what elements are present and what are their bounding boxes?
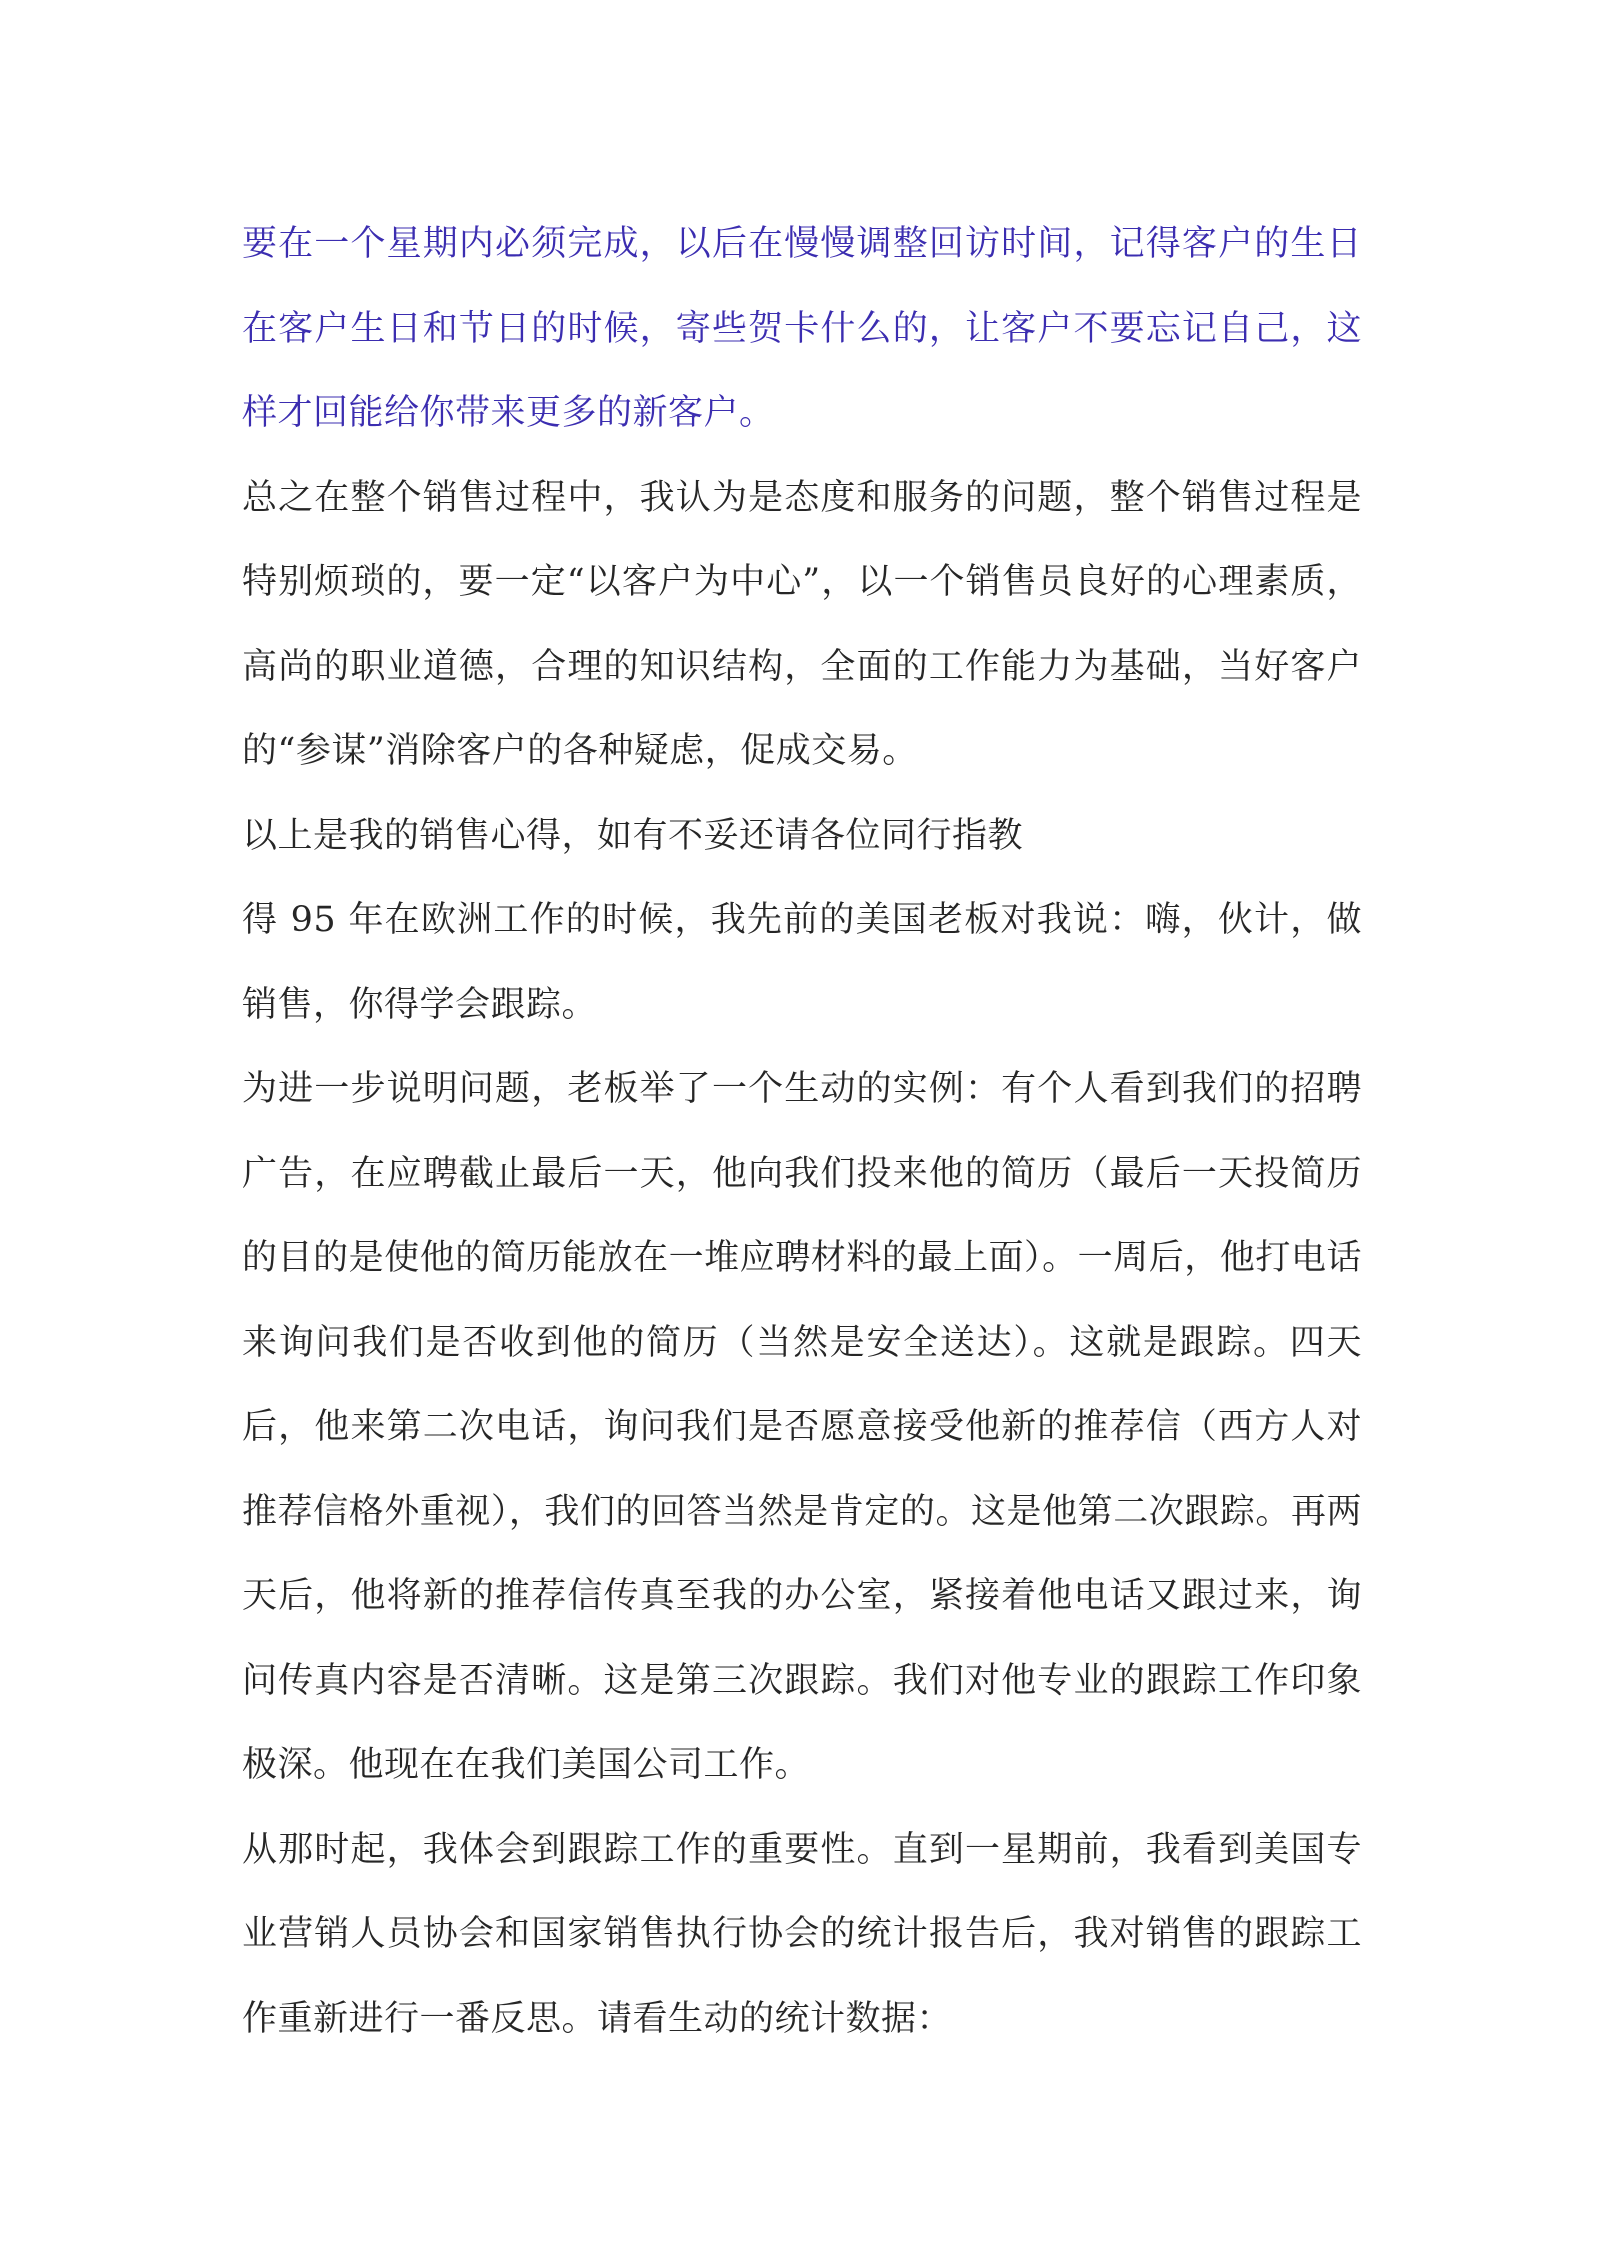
paragraph-boss-advice: 得 95 年在欧洲工作的时候，我先前的美国老板对我说：嗨，伙计，做销售，你得学会跟踪。 bbox=[242, 900, 1362, 1025]
document-body bbox=[242, 202, 1362, 2061]
paragraph-closing-remark: 以上是我的销售心得，如有不妥还请各位同行指教 bbox=[242, 815, 1024, 856]
paragraph-customer-followup: 要在一个星期内必须完成，以后在慢慢调整回访时间，记得客户的生日在客户生日和节日的时候，寄些贺卡什么的，让客户不要忘记自己，这样才回能给你带来更多的新客户。 bbox=[242, 224, 1362, 433]
paragraph-sales-summary: 总之在整个销售过程中，我认为是态度和服务的问题，整个销售过程是特别烦琐的，要一定“以客户为中心”，以一个销售员良好的心理素质，高尚的职业道德，合理的知识结构，全面的工作能力为基础，当好客户的“参谋”消除客户的各种疑虑，促成交易。 bbox=[242, 477, 1362, 771]
paragraph-reflection: 从那时起，我体会到跟踪工作的重要性。直到一星期前，我看到美国专业营销人员协会和国家销售执行协会的统计报告后，我对销售的跟踪工作重新进行一番反思。请看生动的统计数据： bbox=[242, 1829, 1362, 2039]
paragraph-example-story: 为进一步说明问题，老板举了一个生动的实例：有个人看到我们的招聘广告，在应聘截止最后一天，他向我们投来他的简历（最后一天投简历的目的是使他的简历能放在一堆应聘材料的最上面）。一周后，他打电话来询问我们是否收到他的简历（当然是安全送达）。这就是跟踪。四天后，他来第二次电话，询问我们是否愿意接受他新的推荐信（西方人对推荐信格外重视），我们的回答当然是肯定的。这是他第二次跟踪。再两天后，他将新的推荐信传真至我的办公室，紧接着他电话又跟过来，询问传真内容是否清晰。这是第三次跟踪。我们对他专业的跟踪工作印象极深。他现在在我们美国公司工作。 bbox=[242, 1069, 1362, 1785]
